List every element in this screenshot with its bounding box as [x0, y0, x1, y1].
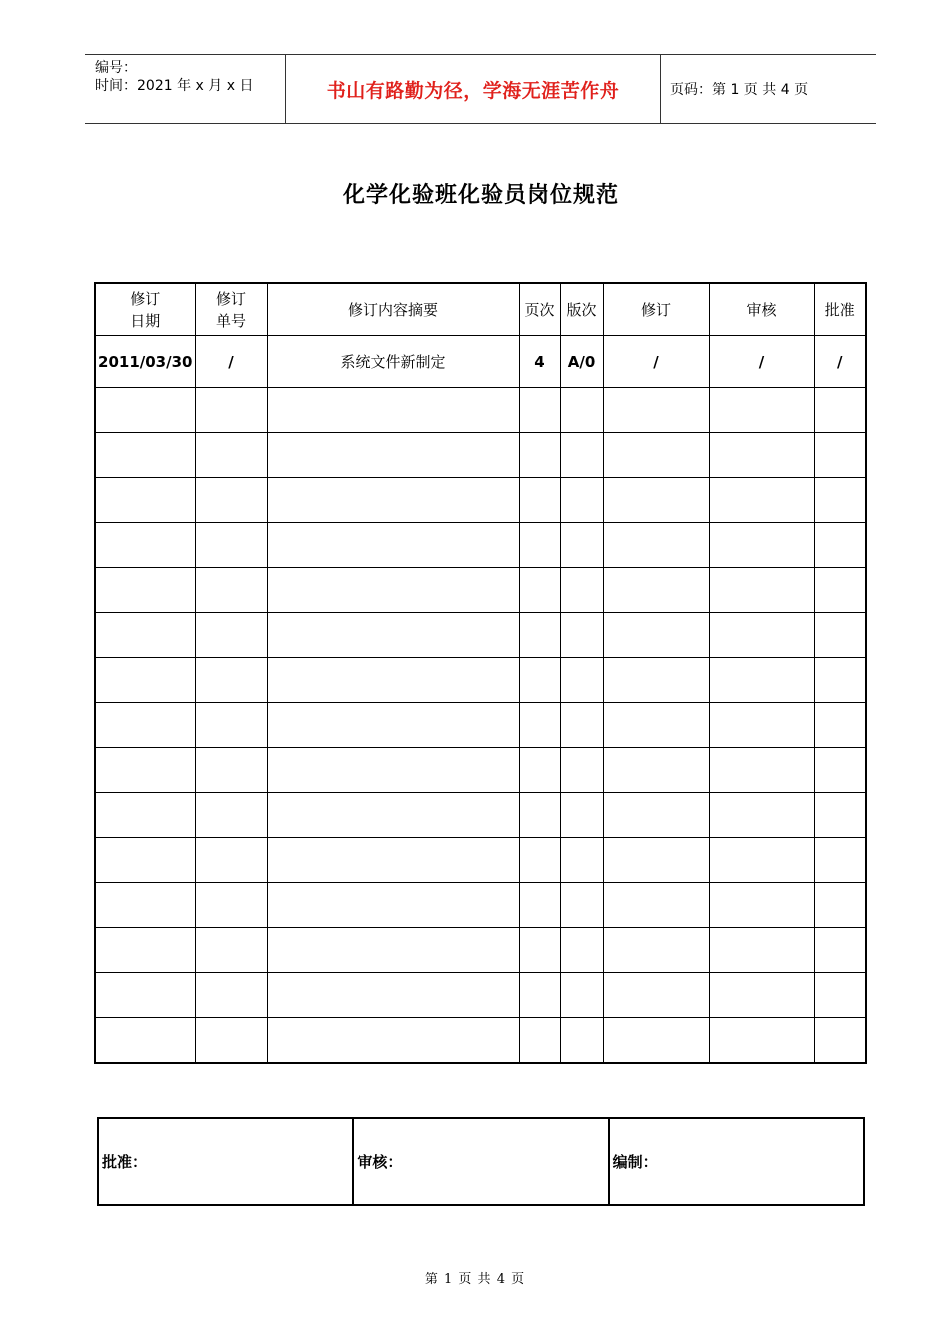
revision-cell	[814, 883, 866, 928]
revision-cell	[560, 1018, 603, 1064]
header-meta	[85, 55, 286, 123]
revision-cell	[267, 973, 519, 1018]
compile-signature-cell: 编制：	[609, 1118, 864, 1205]
revision-cell	[709, 568, 814, 613]
revision-cell	[267, 433, 519, 478]
revision-cell: A/0	[560, 336, 603, 388]
revision-cell	[95, 478, 195, 523]
revision-cell	[603, 523, 709, 568]
revision-cell	[195, 1018, 267, 1064]
revision-cell: 4	[519, 336, 560, 388]
revision-cell	[195, 523, 267, 568]
revision-cell	[267, 658, 519, 703]
document-time-label: 时间：2021 年 x 月 x 日	[95, 78, 254, 94]
revision-cell	[267, 478, 519, 523]
table-row	[95, 838, 866, 883]
revision-cell	[709, 973, 814, 1018]
revision-header-cell: 版次	[560, 283, 603, 336]
approval-table	[97, 1117, 865, 1206]
header-page-info: 页码：第 1 页 共 4 页	[670, 82, 809, 98]
revision-cell	[560, 478, 603, 523]
page-footer: 第 1 页 共 4 页	[424, 1272, 526, 1287]
revision-cell	[267, 568, 519, 613]
revision-cell	[267, 388, 519, 433]
revision-cell	[519, 973, 560, 1018]
table-row	[95, 928, 866, 973]
revision-cell	[560, 928, 603, 973]
revision-cell	[95, 658, 195, 703]
revision-cell	[814, 793, 866, 838]
revision-cell	[603, 883, 709, 928]
review-signature-cell: 审核：	[353, 1118, 608, 1205]
revision-cell	[603, 613, 709, 658]
revision-cell	[95, 433, 195, 478]
revision-cell	[560, 883, 603, 928]
revision-cell	[603, 568, 709, 613]
revision-cell	[560, 523, 603, 568]
revision-cell	[709, 433, 814, 478]
revision-cell	[267, 793, 519, 838]
table-row	[95, 1018, 866, 1064]
revision-cell	[603, 838, 709, 883]
revision-cell	[560, 388, 603, 433]
revision-cell	[267, 838, 519, 883]
revision-cell	[603, 388, 709, 433]
revision-cell	[95, 883, 195, 928]
revision-cell	[814, 838, 866, 883]
revision-header-cell: 修订	[603, 283, 709, 336]
revision-cell: /	[709, 336, 814, 388]
revision-cell	[814, 568, 866, 613]
page-header	[85, 54, 876, 124]
revision-header-cell: 页次	[519, 283, 560, 336]
document-title: 化学化验班化验员岗位规范	[342, 183, 619, 208]
revision-cell	[814, 478, 866, 523]
revision-cell	[603, 748, 709, 793]
revision-cell	[267, 613, 519, 658]
revision-cell	[814, 523, 866, 568]
revision-cell	[95, 703, 195, 748]
revision-cell	[814, 613, 866, 658]
revision-cell	[195, 928, 267, 973]
revision-cell	[814, 703, 866, 748]
revision-cell	[560, 658, 603, 703]
revision-cell	[95, 1018, 195, 1064]
revision-cell	[519, 793, 560, 838]
revision-cell	[519, 1018, 560, 1064]
revision-cell: /	[603, 336, 709, 388]
revision-cell	[195, 658, 267, 703]
table-row	[95, 388, 866, 433]
revision-cell	[603, 973, 709, 1018]
revision-cell	[519, 523, 560, 568]
revision-cell	[95, 388, 195, 433]
revision-cell	[560, 703, 603, 748]
revision-cell	[519, 568, 560, 613]
revision-cell: /	[814, 336, 866, 388]
table-row	[95, 613, 866, 658]
revision-cell: /	[195, 336, 267, 388]
revision-cell	[709, 838, 814, 883]
revision-body	[95, 336, 866, 1064]
revision-cell	[95, 613, 195, 658]
table-row	[95, 703, 866, 748]
revision-cell	[709, 748, 814, 793]
revision-cell	[560, 973, 603, 1018]
table-row	[95, 658, 866, 703]
revision-cell	[709, 613, 814, 658]
table-row	[95, 883, 866, 928]
revision-cell	[709, 703, 814, 748]
revision-cell	[519, 478, 560, 523]
revision-cell	[267, 703, 519, 748]
revision-cell	[95, 748, 195, 793]
revision-cell	[519, 613, 560, 658]
table-row	[95, 793, 866, 838]
revision-cell	[709, 1018, 814, 1064]
revision-cell	[603, 1018, 709, 1064]
revision-cell	[267, 523, 519, 568]
revision-cell	[814, 748, 866, 793]
approve-signature-cell: 批准：	[98, 1118, 353, 1205]
revision-cell	[603, 658, 709, 703]
revision-header-cell: 修订 日期	[95, 283, 195, 336]
revision-cell	[195, 613, 267, 658]
revision-cell	[195, 433, 267, 478]
table-row	[95, 748, 866, 793]
header-slogan: 书山有路勤为径，学海无涯苦作舟	[286, 55, 661, 123]
revision-cell	[603, 478, 709, 523]
revision-cell	[519, 433, 560, 478]
revision-cell	[519, 658, 560, 703]
revision-cell	[814, 658, 866, 703]
revision-cell	[709, 523, 814, 568]
revision-cell	[709, 883, 814, 928]
revision-cell	[95, 523, 195, 568]
revision-cell	[709, 478, 814, 523]
revision-cell	[603, 433, 709, 478]
revision-cell	[814, 973, 866, 1018]
revision-cell: 系统文件新制定	[267, 336, 519, 388]
revision-cell	[560, 433, 603, 478]
revision-cell	[95, 793, 195, 838]
table-row	[95, 523, 866, 568]
revision-cell	[814, 388, 866, 433]
revision-cell	[560, 613, 603, 658]
revision-header-cell: 修订 单号	[195, 283, 267, 336]
revision-cell: 2011/03/30	[95, 336, 195, 388]
revision-cell	[267, 1018, 519, 1064]
revision-cell	[95, 568, 195, 613]
revision-cell	[560, 748, 603, 793]
revision-cell	[519, 748, 560, 793]
revision-cell	[195, 838, 267, 883]
table-row	[95, 336, 866, 388]
revision-cell	[709, 658, 814, 703]
revision-cell	[195, 478, 267, 523]
revision-cell	[519, 703, 560, 748]
revision-cell	[195, 793, 267, 838]
revision-cell	[519, 388, 560, 433]
revision-cell	[195, 703, 267, 748]
revision-cell	[95, 928, 195, 973]
table-row	[95, 433, 866, 478]
revision-cell	[95, 838, 195, 883]
revision-cell	[267, 748, 519, 793]
revision-cell	[603, 703, 709, 748]
revision-cell	[560, 793, 603, 838]
revision-cell	[560, 568, 603, 613]
revision-cell	[267, 928, 519, 973]
revision-cell	[709, 388, 814, 433]
revision-header-cell: 修订内容摘要	[267, 283, 519, 336]
revision-cell	[267, 883, 519, 928]
table-row	[95, 973, 866, 1018]
revision-cell	[814, 433, 866, 478]
revision-cell	[814, 1018, 866, 1064]
revision-cell	[709, 928, 814, 973]
revision-header-row	[95, 283, 866, 336]
table-row	[95, 478, 866, 523]
revision-cell	[519, 928, 560, 973]
document-number-label: 编号：	[95, 60, 137, 76]
revision-cell	[603, 793, 709, 838]
revision-cell	[195, 748, 267, 793]
revision-header-cell: 批准	[814, 283, 866, 336]
revision-cell	[560, 838, 603, 883]
revision-cell	[814, 928, 866, 973]
revision-cell	[709, 793, 814, 838]
revision-cell	[195, 883, 267, 928]
revision-cell	[519, 883, 560, 928]
revision-cell	[195, 973, 267, 1018]
revision-cell	[95, 973, 195, 1018]
revision-header-cell: 审核	[709, 283, 814, 336]
revision-table	[94, 282, 867, 1064]
revision-cell	[195, 568, 267, 613]
revision-cell	[603, 928, 709, 973]
table-row	[95, 568, 866, 613]
revision-cell	[195, 388, 267, 433]
revision-cell	[519, 838, 560, 883]
